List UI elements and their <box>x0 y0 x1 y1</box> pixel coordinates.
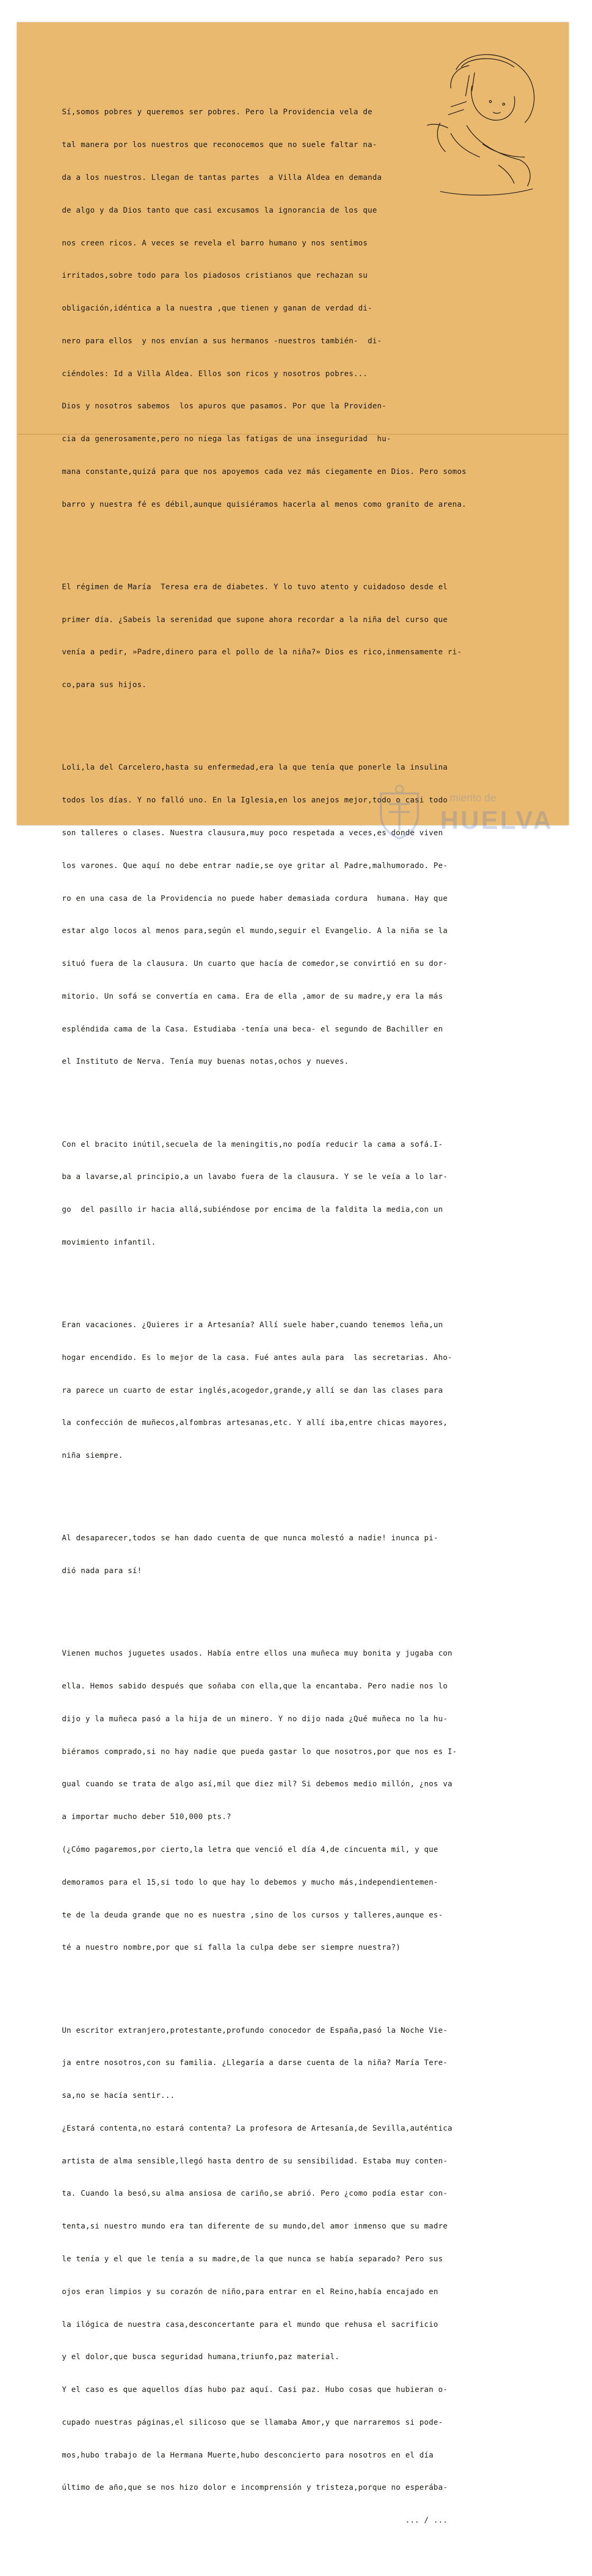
text-line: todos los días. Y no falló uno. En la Iglesia,en los anejos mejor,todo o casi todo <box>62 796 448 805</box>
text-line: hogar encendido. Es lo mejor de la casa. Fué antes aula para las secretarias. Aho- <box>62 1353 453 1362</box>
text-line: mana constante,quizá para que nos apoyemos cada vez más ciegamente en Dios. Pero somos <box>62 467 467 476</box>
text-line: situó fuera de la clausura. Un cuarto que hacía de comedor,se convirtió en su dor- <box>62 960 448 969</box>
text-line: ella. Hemos sabido después que soñaba con ella,que la encantaba. Pero nadie nos lo <box>62 1682 448 1691</box>
text-line: ojos eran limpios y su corazón de niño,para entrar en el Reino,había encajado en <box>62 2287 439 2296</box>
coat-of-arms-icon <box>370 783 429 841</box>
text-line: té a nuestro nombre,por que si falla la culpa debe ser siempre nuestra?) <box>62 1943 401 1952</box>
text-line: Dios y nosotros sabemos los apuros que pasamos. Por que la Providen- <box>62 402 387 411</box>
text-line: el Instituto de Nerva. Tenía muy buenas notas,ochos y nueves. <box>62 1057 349 1066</box>
text-line: Eran vacaciones. ¿Quieres ir a Artesanía? Allí suele haber,cuando tenemos leña,un <box>62 1321 443 1330</box>
text-line: Al desaparecer,todos se han dado cuenta de que nunca molestó a nadie! inunca pi- <box>62 1534 439 1543</box>
text-line: ta. Cuando la besó,su alma ansiosa de cariño,se abrió. Pero ¿como podía estar con- <box>62 2189 448 2198</box>
text-line: niña siempre. <box>62 1451 123 1460</box>
text-line: ¿Estará contenta,no estará contenta? La profesora de Artesanía,de Sevilla,auténtica <box>62 2124 453 2133</box>
text-line: la confección de muñecos,alfombras artesanas,etc. Y allí iba,entre chicas mayores, <box>62 1419 448 1428</box>
text-line: gual cuando se trata de algo así,mil que diez mil? Si debemos medio millón, ¿nos va <box>62 1780 453 1789</box>
text-line: espléndida cama de la Casa. Estudiaba -tenía una beca- el segundo de Bachiller en <box>62 1025 443 1034</box>
text-line: co,para sus hijos. <box>62 681 147 690</box>
text-line: nero para ellos y nos envían a sus hermanos -nuestros también- di- <box>62 336 382 345</box>
text-line: dijo y la muñeca pasó a la hija de un minero. Y no dijo nada ¿Qué muñeca no la hu- <box>62 1714 448 1723</box>
paragraph-juguetes <box>62 1627 549 1975</box>
document-body <box>62 63 549 2576</box>
text-line: estar algo locos al menos para,según el mundo,seguir el Evangelio. A la niña se la <box>62 927 448 936</box>
text-line: ja entre nosotros,con su familia. ¿Llegaría a darse cuenta de la niña? María Tere- <box>62 2059 448 2068</box>
paragraph-desaparecer <box>62 1511 549 1598</box>
text-line: tenta,si nuestro mundo era tan diferente de su mundo,del amor inmenso que su madre <box>62 2222 448 2231</box>
typed-page <box>17 22 569 2525</box>
text-line: go del pasillo ir hacia allá,subiéndose por encima de la faldita la media,con un <box>62 1205 443 1214</box>
text-line: a importar mucho deber 510,000 pts.? <box>62 1813 232 1822</box>
text-line: ciéndoles: Id a Villa Aldea. Ellos son ricos y nosotros pobres... <box>62 369 368 378</box>
text-line: (¿Cómo pagaremos,por cierto,la letra que venció el día 4,de cincuenta mil, y que <box>62 1846 439 1854</box>
text-line: venía a pedir, »Padre,dinero para el pollo de la niña?» Dios es rico,inmensamente ri- <box>62 648 462 657</box>
text-line: irritados,sobre todo para los piadosos cristianos que rechazan su <box>62 271 368 280</box>
text-line: Vienen muchos juguetes usados. Había entre ellos una muñeca muy bonita y jugaba con <box>62 1649 453 1658</box>
watermark-small-text: miento de <box>450 792 496 804</box>
text-line: Un escritor extranjero,protestante,profundo conocedor de España,pasó la Noche Vie- <box>62 2026 448 2035</box>
text-line: movimiento infantil. <box>62 1238 156 1247</box>
archive-watermark <box>370 783 561 841</box>
text-line: biéramos comprado,si no hay nadie que pueda gastar lo que nosotros,por que nos es I- <box>62 1747 457 1756</box>
text-line: los varones. Que aquí no debe entrar nadie,se oye gritar al Padre,malhumorado. Pe- <box>62 861 448 870</box>
text-line: demoramos para el 15,si todo lo que hay lo debemos y mucho más,independientemen- <box>62 1878 439 1887</box>
text-line: la ilógica de nuestra casa,desconcertante para el mundo que rehusa el sacrificio <box>62 2320 439 2329</box>
watermark-big-text: HUELVA <box>440 807 554 835</box>
text-line: ba a lavarse,al principio,a un lavabo fuera de la clausura. Y se le veía a lo lar- <box>62 1173 448 1182</box>
paragraph-poverty <box>62 85 549 532</box>
text-line: Con el bracito inútil,secuela de la meningitis,no podía reducir la cama a sofá.I- <box>62 1140 443 1149</box>
paragraph-escritor <box>62 2003 549 2548</box>
text-line: le tenía y el que le tenía a su madre,de la que nunca se había separado? Pero sus <box>62 2254 443 2263</box>
text-line: te de la deuda grande que no es nuestra ,sino de los cursos y talleres,aunque es- <box>62 1911 443 1920</box>
text-line: nos creen ricos. A veces se revela el barro humano y nos sentimos <box>62 239 368 248</box>
text-line: Loli,la del Carcelero,hasta su enfermedad,era la que tenía que ponerle la insulina <box>62 763 448 772</box>
text-line: último de año,que se nos hizo dolor e incomprensión y tristeza,porque no esperába- <box>62 2483 448 2492</box>
text-line: tal manera por los nuestros que reconocemos que no suele faltar na- <box>62 141 377 150</box>
text-line: obligación,idéntica a la nuestra ,que tienen y ganan de verdad di- <box>62 304 372 313</box>
text-line: primer día. ¿Sabeis la serenidad que supone ahora recordar a la niña del curso que <box>62 615 448 624</box>
text-line: mitorio. Un sofá se convertía en cama. Era de ella ,amor de su madre,y era la más <box>62 992 443 1001</box>
text-line: dió nada para sí! <box>62 1567 142 1576</box>
paragraph-bracito <box>62 1117 549 1269</box>
text-line: mos,hubo trabajo de la Hermana Muerte,hubo desconcierto para nosotros en el día <box>62 2451 434 2460</box>
text-line: da a los nuestros. Llegan de tantas partes a Villa Aldea en demanda <box>62 173 382 182</box>
continuation-mark: ... / ... <box>62 2516 448 2525</box>
text-line: barro y nuestra fé es débil,aunque quisiéramos hacerla al menos como granito de arena. <box>62 500 467 509</box>
paragraph-vacaciones <box>62 1298 549 1483</box>
text-line: de algo y da Dios tanto que casi excusamos la ignorancia de los que <box>62 206 377 215</box>
text-line: Sí,somos pobres y queremos ser pobres. Pero la Providencia vela de <box>62 108 372 117</box>
text-line: artista de alma sensible,llegó hasta dentro de su sensibilidad. Estaba muy conten- <box>62 2157 448 2166</box>
text-line: ra parece un cuarto de estar inglés,acogedor,grande,y allí se dan las clases para <box>62 1386 443 1395</box>
text-line: y el dolor,que busca seguridad humana,triunfo,paz material. <box>62 2353 340 2362</box>
text-line: Y el caso es que aquellos días hubo paz aquí. Casi paz. Hubo cosas que hubieran o- <box>62 2386 448 2395</box>
text-line: sa,no se hacía sentir... <box>62 2091 175 2100</box>
paragraph-diabetes <box>62 560 549 712</box>
text-line: El régimen de María Teresa era de diabetes. Y lo tuvo atento y cuidadoso desde el <box>62 582 448 591</box>
text-line: ro en una casa de la Providencia no puede haber demasiada cordura humana. Hay que <box>62 894 448 903</box>
text-line: son talleres o clases. Nuestra clausura,muy poco respetada a veces,es donde viven <box>62 828 443 837</box>
text-line: cia da generosamente,pero no niega las fatigas de una inseguridad hu- <box>62 435 391 444</box>
text-line: cupado nuestras páginas,el silicoso que se llamaba Amor,y que narraremos si pode- <box>62 2418 443 2427</box>
